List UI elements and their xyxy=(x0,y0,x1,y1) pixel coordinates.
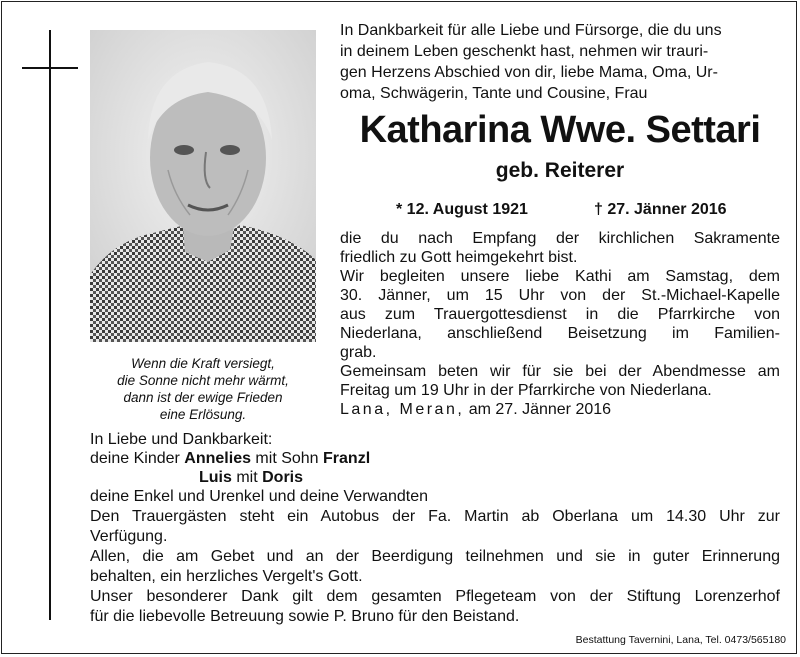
note-line: Verfügung. xyxy=(90,528,168,545)
intro-line: In Dankbarkeit für alle Liebe und Fürsorge, die du uns xyxy=(340,22,722,39)
children-line xyxy=(90,449,790,468)
closing-notes xyxy=(90,507,780,627)
body-line: Freitag um 19 Uhr in der Pfarrkirche von Niederlana. xyxy=(340,382,712,399)
partner-name: Doris xyxy=(262,469,304,486)
place-and-date xyxy=(340,400,780,420)
family-heading: In Liebe und Dankbarkeit: xyxy=(90,431,273,448)
body-line: grab. xyxy=(340,344,377,361)
body-line: friedlich zu Gott heimgekehrt bist. xyxy=(340,249,578,266)
place: Lana, Meran, xyxy=(340,401,465,418)
cross-horizontal-bar xyxy=(22,67,78,69)
body-line: 30. Jänner, um 15 Uhr von der St.-Michael-Kapelle xyxy=(340,287,780,304)
note-line: für die liebevolle Betreuung sowie P. Bruno für den Beistand. xyxy=(90,608,520,625)
body-line: Wir begleiten unsere liebe Kathi am Samstag, dem xyxy=(340,268,780,285)
intro-line: in deinem Leben geschenkt hast, nehmen wir trauri- xyxy=(340,43,709,60)
note-line: behalten, ein herzliches Vergelt's Gott. xyxy=(90,568,363,585)
body-line: Niederlana, anschließend Beisetzung im Familien- xyxy=(340,325,780,342)
birth-date: * 12. August 1921 xyxy=(396,201,528,218)
child-name: Luis xyxy=(199,469,232,486)
poem-line: eine Erlösung. xyxy=(159,407,247,422)
place-date: am 27. Jänner 2016 xyxy=(464,401,612,418)
body-line: aus zum Trauergottesdienst in die Pfarrkirche von xyxy=(340,306,780,323)
poem-line: Wenn die Kraft versiegt, xyxy=(131,356,275,371)
note-line: Allen, die am Gebet und an der Beerdigung teilnehmen und sie in guter Erinnerung xyxy=(90,548,780,565)
funeral-details xyxy=(340,229,780,400)
family-list xyxy=(90,430,790,506)
poem xyxy=(90,355,316,423)
cross-vertical-bar xyxy=(49,30,51,620)
undertaker-credit: Bestattung Tavernini, Lana, Tel. 0473/565180 xyxy=(575,634,786,646)
children-prefix: deine Kinder xyxy=(90,450,185,467)
intro-line: gen Herzens Abschied von dir, liebe Mama, Oma, Ur- xyxy=(340,64,718,81)
deceased-name: Katharina Wwe. Settari xyxy=(359,109,761,151)
poem-line: dann ist der ewige Frieden xyxy=(123,390,283,405)
intro-line: oma, Schwägerin, Tante und Cousine, Frau xyxy=(340,85,648,102)
portrait-photo xyxy=(90,30,316,342)
body-line: Gemeinsam beten wir für sie bei der Abendmesse am xyxy=(340,363,780,380)
poem-line: die Sonne nicht mehr wärmt, xyxy=(117,373,289,388)
maiden-name: geb. Reiterer xyxy=(495,159,625,182)
note-line: Unser besonderer Dank gilt dem gesamten Pflegeteam von der Stiftung Lorenzerhof xyxy=(90,588,780,605)
intro-text xyxy=(340,20,780,104)
children-line-2 xyxy=(90,468,790,487)
connector: mit Sohn xyxy=(250,450,324,467)
death-date: † 27. Jänner 2016 xyxy=(594,201,727,218)
portrait-illustration xyxy=(90,30,316,342)
note-line: Den Trauergästen steht ein Autobus der Fa. Martin ab Oberlana um 14.30 Uhr zur xyxy=(90,508,780,525)
connector: mit xyxy=(231,469,263,486)
child-name: Annelies xyxy=(184,450,251,467)
other-relatives: deine Enkel und Urenkel und deine Verwandten xyxy=(90,488,429,505)
grandson-name: Franzl xyxy=(323,450,371,467)
body-line: die du nach Empfang der kirchlichen Sakramente xyxy=(340,230,780,247)
